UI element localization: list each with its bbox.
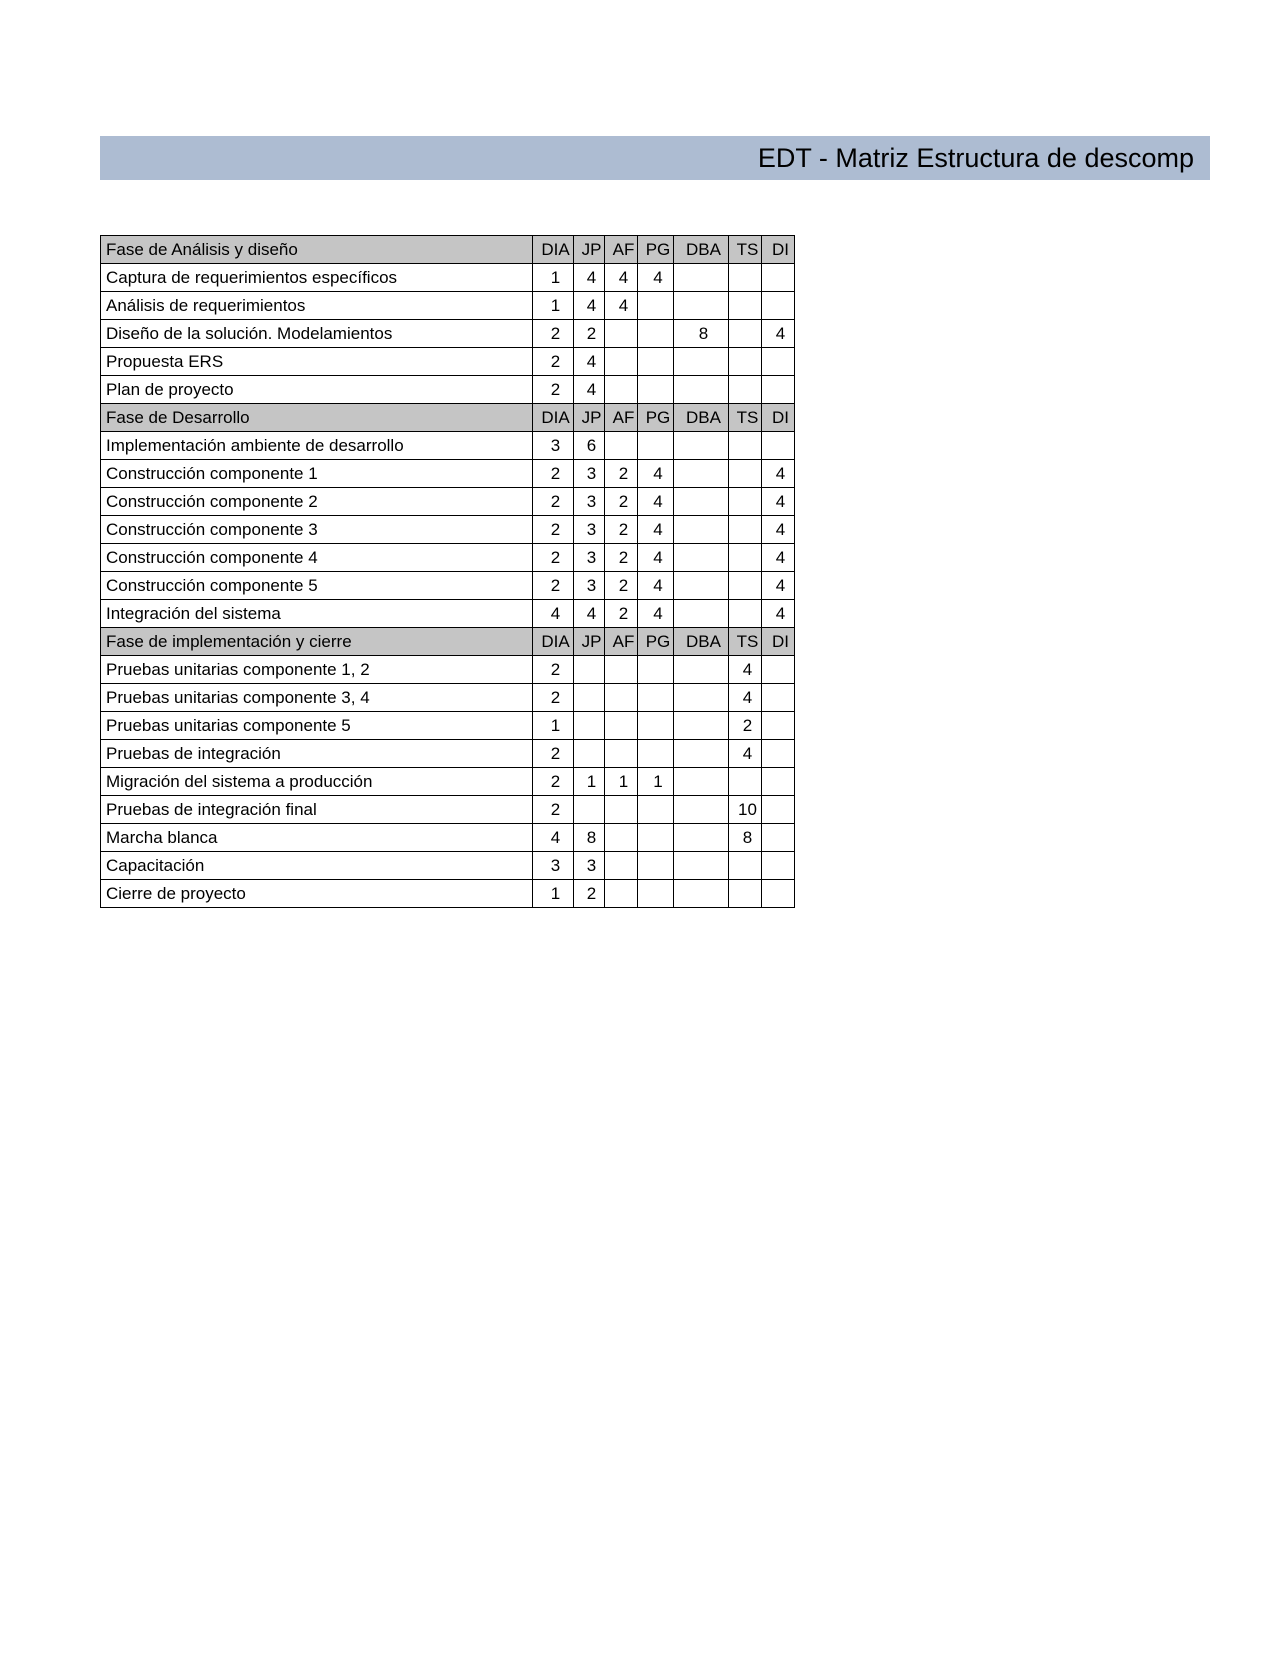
table-row: [101, 348, 795, 376]
effort-cell: [638, 796, 674, 824]
task-name-cell: Construcción componente 2: [101, 488, 533, 516]
effort-cell: [638, 852, 674, 880]
effort-cell: 1: [574, 768, 605, 796]
effort-cell: 4: [574, 376, 605, 404]
effort-cell: 4: [605, 264, 638, 292]
effort-cell: 4: [762, 572, 795, 600]
effort-cell: [638, 740, 674, 768]
title-banner: [100, 136, 1210, 180]
table-row: [101, 656, 795, 684]
phase-header-row: [101, 236, 795, 264]
effort-cell: [762, 880, 795, 908]
table-row: [101, 600, 795, 628]
effort-cell: [605, 348, 638, 376]
role-header-cell: AF: [605, 236, 638, 264]
phase-header-row: [101, 404, 795, 432]
effort-cell: [729, 432, 762, 460]
task-name-cell: Pruebas de integración: [101, 740, 533, 768]
effort-cell: [729, 264, 762, 292]
role-header-cell: PG: [638, 404, 674, 432]
effort-cell: [729, 572, 762, 600]
phase-name-cell: Fase de implementación y cierre: [101, 628, 533, 656]
matrix-table-container: [100, 235, 795, 908]
effort-cell: [729, 460, 762, 488]
effort-cell: 3: [574, 852, 605, 880]
role-header-cell: PG: [638, 628, 674, 656]
effort-cell: 4: [533, 824, 574, 852]
effort-cell: [674, 376, 729, 404]
effort-cell: 4: [638, 264, 674, 292]
effort-cell: [674, 544, 729, 572]
role-header-cell: DBA: [674, 404, 729, 432]
task-name-cell: Pruebas unitarias componente 3, 4: [101, 684, 533, 712]
effort-cell: 2: [533, 572, 574, 600]
effort-cell: 2: [533, 768, 574, 796]
effort-cell: [729, 488, 762, 516]
task-name-cell: Diseño de la solución. Modelamientos: [101, 320, 533, 348]
effort-cell: 2: [605, 516, 638, 544]
effort-cell: 4: [574, 292, 605, 320]
effort-cell: [605, 852, 638, 880]
effort-cell: [638, 432, 674, 460]
effort-cell: 2: [533, 320, 574, 348]
effort-cell: [638, 320, 674, 348]
effort-cell: 4: [762, 516, 795, 544]
effort-cell: [605, 824, 638, 852]
task-name-cell: Marcha blanca: [101, 824, 533, 852]
effort-cell: 2: [533, 684, 574, 712]
role-header-cell: DI: [762, 404, 795, 432]
effort-cell: [729, 348, 762, 376]
effort-cell: [638, 376, 674, 404]
effort-cell: [674, 264, 729, 292]
task-name-cell: Implementación ambiente de desarrollo: [101, 432, 533, 460]
effort-cell: [638, 348, 674, 376]
task-name-cell: Integración del sistema: [101, 600, 533, 628]
task-name-cell: Pruebas unitarias componente 1, 2: [101, 656, 533, 684]
effort-cell: 2: [574, 880, 605, 908]
table-row: [101, 460, 795, 488]
effort-cell: [574, 740, 605, 768]
effort-cell: [762, 740, 795, 768]
effort-cell: 2: [533, 796, 574, 824]
effort-cell: 4: [762, 488, 795, 516]
effort-cell: [729, 320, 762, 348]
role-header-cell: AF: [605, 404, 638, 432]
effort-cell: 2: [533, 740, 574, 768]
task-name-cell: Plan de proyecto: [101, 376, 533, 404]
effort-cell: 2: [533, 516, 574, 544]
effort-cell: [638, 880, 674, 908]
role-header-cell: JP: [574, 628, 605, 656]
task-name-cell: Captura de requerimientos específicos: [101, 264, 533, 292]
phase-header-row: [101, 628, 795, 656]
effort-cell: [762, 852, 795, 880]
matrix-body: [101, 236, 795, 908]
effort-cell: [762, 432, 795, 460]
task-name-cell: Migración del sistema a producción: [101, 768, 533, 796]
effort-cell: 4: [762, 600, 795, 628]
effort-cell: [674, 684, 729, 712]
effort-cell: [729, 376, 762, 404]
effort-cell: [762, 292, 795, 320]
effort-cell: [638, 712, 674, 740]
effort-cell: [574, 684, 605, 712]
effort-cell: 1: [533, 712, 574, 740]
role-header-cell: TS: [729, 628, 762, 656]
effort-cell: [729, 516, 762, 544]
role-header-cell: DIA: [533, 628, 574, 656]
effort-cell: [674, 488, 729, 516]
task-name-cell: Pruebas unitarias componente 5: [101, 712, 533, 740]
effort-cell: [762, 376, 795, 404]
effort-cell: 4: [762, 460, 795, 488]
role-header-cell: JP: [574, 236, 605, 264]
effort-cell: [674, 712, 729, 740]
effort-cell: [605, 684, 638, 712]
table-row: [101, 292, 795, 320]
effort-cell: 2: [533, 488, 574, 516]
task-name-cell: Propuesta ERS: [101, 348, 533, 376]
role-header-cell: AF: [605, 628, 638, 656]
effort-cell: 2: [605, 544, 638, 572]
table-row: [101, 768, 795, 796]
effort-cell: 4: [533, 600, 574, 628]
role-header-cell: TS: [729, 236, 762, 264]
effort-cell: [674, 852, 729, 880]
effort-cell: 3: [574, 516, 605, 544]
effort-cell: [574, 656, 605, 684]
effort-cell: [674, 740, 729, 768]
effort-cell: 3: [533, 432, 574, 460]
table-row: [101, 712, 795, 740]
effort-cell: [674, 880, 729, 908]
table-row: [101, 852, 795, 880]
table-row: [101, 516, 795, 544]
effort-cell: 1: [533, 264, 574, 292]
effort-cell: 4: [605, 292, 638, 320]
effort-cell: 4: [729, 684, 762, 712]
effort-cell: 4: [638, 572, 674, 600]
effort-cell: 4: [574, 264, 605, 292]
effort-cell: 4: [762, 320, 795, 348]
effort-cell: 2: [729, 712, 762, 740]
effort-cell: [674, 796, 729, 824]
phase-name-cell: Fase de Análisis y diseño: [101, 236, 533, 264]
effort-cell: [674, 292, 729, 320]
task-name-cell: Construcción componente 4: [101, 544, 533, 572]
effort-cell: [674, 600, 729, 628]
table-row: [101, 684, 795, 712]
task-name-cell: Construcción componente 1: [101, 460, 533, 488]
effort-cell: [762, 712, 795, 740]
effort-cell: [638, 824, 674, 852]
effort-cell: 3: [574, 544, 605, 572]
effort-cell: [729, 600, 762, 628]
effort-cell: [638, 656, 674, 684]
table-row: [101, 264, 795, 292]
effort-cell: 4: [762, 544, 795, 572]
effort-cell: 6: [574, 432, 605, 460]
table-row: [101, 880, 795, 908]
effort-cell: [762, 824, 795, 852]
effort-cell: 8: [729, 824, 762, 852]
effort-cell: 3: [533, 852, 574, 880]
effort-cell: [605, 740, 638, 768]
effort-cell: [674, 656, 729, 684]
effort-cell: 1: [638, 768, 674, 796]
effort-cell: 4: [638, 600, 674, 628]
effort-cell: [674, 768, 729, 796]
effort-cell: 4: [638, 460, 674, 488]
effort-cell: 4: [729, 656, 762, 684]
effort-cell: 10: [729, 796, 762, 824]
effort-cell: [674, 348, 729, 376]
effort-cell: [605, 880, 638, 908]
role-header-cell: DBA: [674, 236, 729, 264]
table-row: [101, 488, 795, 516]
effort-cell: 3: [574, 572, 605, 600]
effort-cell: [729, 768, 762, 796]
effort-cell: [674, 516, 729, 544]
effort-cell: [605, 656, 638, 684]
role-header-cell: DIA: [533, 404, 574, 432]
effort-cell: 2: [605, 572, 638, 600]
effort-cell: [674, 824, 729, 852]
effort-cell: 2: [605, 600, 638, 628]
effort-cell: 1: [533, 292, 574, 320]
effort-cell: 4: [638, 488, 674, 516]
effort-cell: [605, 432, 638, 460]
effort-cell: 8: [574, 824, 605, 852]
phase-name-cell: Fase de Desarrollo: [101, 404, 533, 432]
effort-cell: [638, 292, 674, 320]
role-header-cell: PG: [638, 236, 674, 264]
effort-cell: 2: [533, 460, 574, 488]
effort-cell: 1: [605, 768, 638, 796]
effort-cell: [762, 796, 795, 824]
role-header-cell: DBA: [674, 628, 729, 656]
role-header-cell: DIA: [533, 236, 574, 264]
role-header-cell: TS: [729, 404, 762, 432]
effort-cell: [729, 292, 762, 320]
role-header-cell: DI: [762, 236, 795, 264]
effort-cell: 4: [574, 600, 605, 628]
effort-cell: [574, 712, 605, 740]
table-row: [101, 796, 795, 824]
effort-cell: 1: [533, 880, 574, 908]
edt-matrix-table: [100, 235, 795, 908]
page-title: EDT - Matriz Estructura de descomp: [757, 142, 1194, 173]
task-name-cell: Capacitación: [101, 852, 533, 880]
effort-cell: 4: [574, 348, 605, 376]
table-row: [101, 376, 795, 404]
effort-cell: 4: [638, 516, 674, 544]
task-name-cell: Construcción componente 3: [101, 516, 533, 544]
task-name-cell: Pruebas de integración final: [101, 796, 533, 824]
table-row: [101, 320, 795, 348]
effort-cell: [638, 684, 674, 712]
effort-cell: [762, 656, 795, 684]
effort-cell: [674, 460, 729, 488]
effort-cell: 2: [533, 376, 574, 404]
effort-cell: [729, 852, 762, 880]
effort-cell: [605, 320, 638, 348]
effort-cell: [729, 544, 762, 572]
effort-cell: [762, 348, 795, 376]
effort-cell: 4: [638, 544, 674, 572]
effort-cell: [729, 880, 762, 908]
effort-cell: 8: [674, 320, 729, 348]
table-row: [101, 740, 795, 768]
task-name-cell: Cierre de proyecto: [101, 880, 533, 908]
effort-cell: 2: [574, 320, 605, 348]
task-name-cell: Análisis de requerimientos: [101, 292, 533, 320]
table-row: [101, 824, 795, 852]
effort-cell: 2: [533, 656, 574, 684]
table-row: [101, 544, 795, 572]
effort-cell: 2: [605, 460, 638, 488]
effort-cell: [674, 572, 729, 600]
effort-cell: 2: [605, 488, 638, 516]
effort-cell: [762, 768, 795, 796]
effort-cell: 2: [533, 544, 574, 572]
effort-cell: 3: [574, 460, 605, 488]
effort-cell: 3: [574, 488, 605, 516]
role-header-cell: DI: [762, 628, 795, 656]
effort-cell: [574, 796, 605, 824]
effort-cell: 4: [729, 740, 762, 768]
effort-cell: [605, 712, 638, 740]
effort-cell: [605, 796, 638, 824]
effort-cell: [762, 684, 795, 712]
table-row: [101, 432, 795, 460]
role-header-cell: JP: [574, 404, 605, 432]
table-row: [101, 572, 795, 600]
effort-cell: [674, 432, 729, 460]
effort-cell: [762, 264, 795, 292]
effort-cell: 2: [533, 348, 574, 376]
effort-cell: [605, 376, 638, 404]
task-name-cell: Construcción componente 5: [101, 572, 533, 600]
